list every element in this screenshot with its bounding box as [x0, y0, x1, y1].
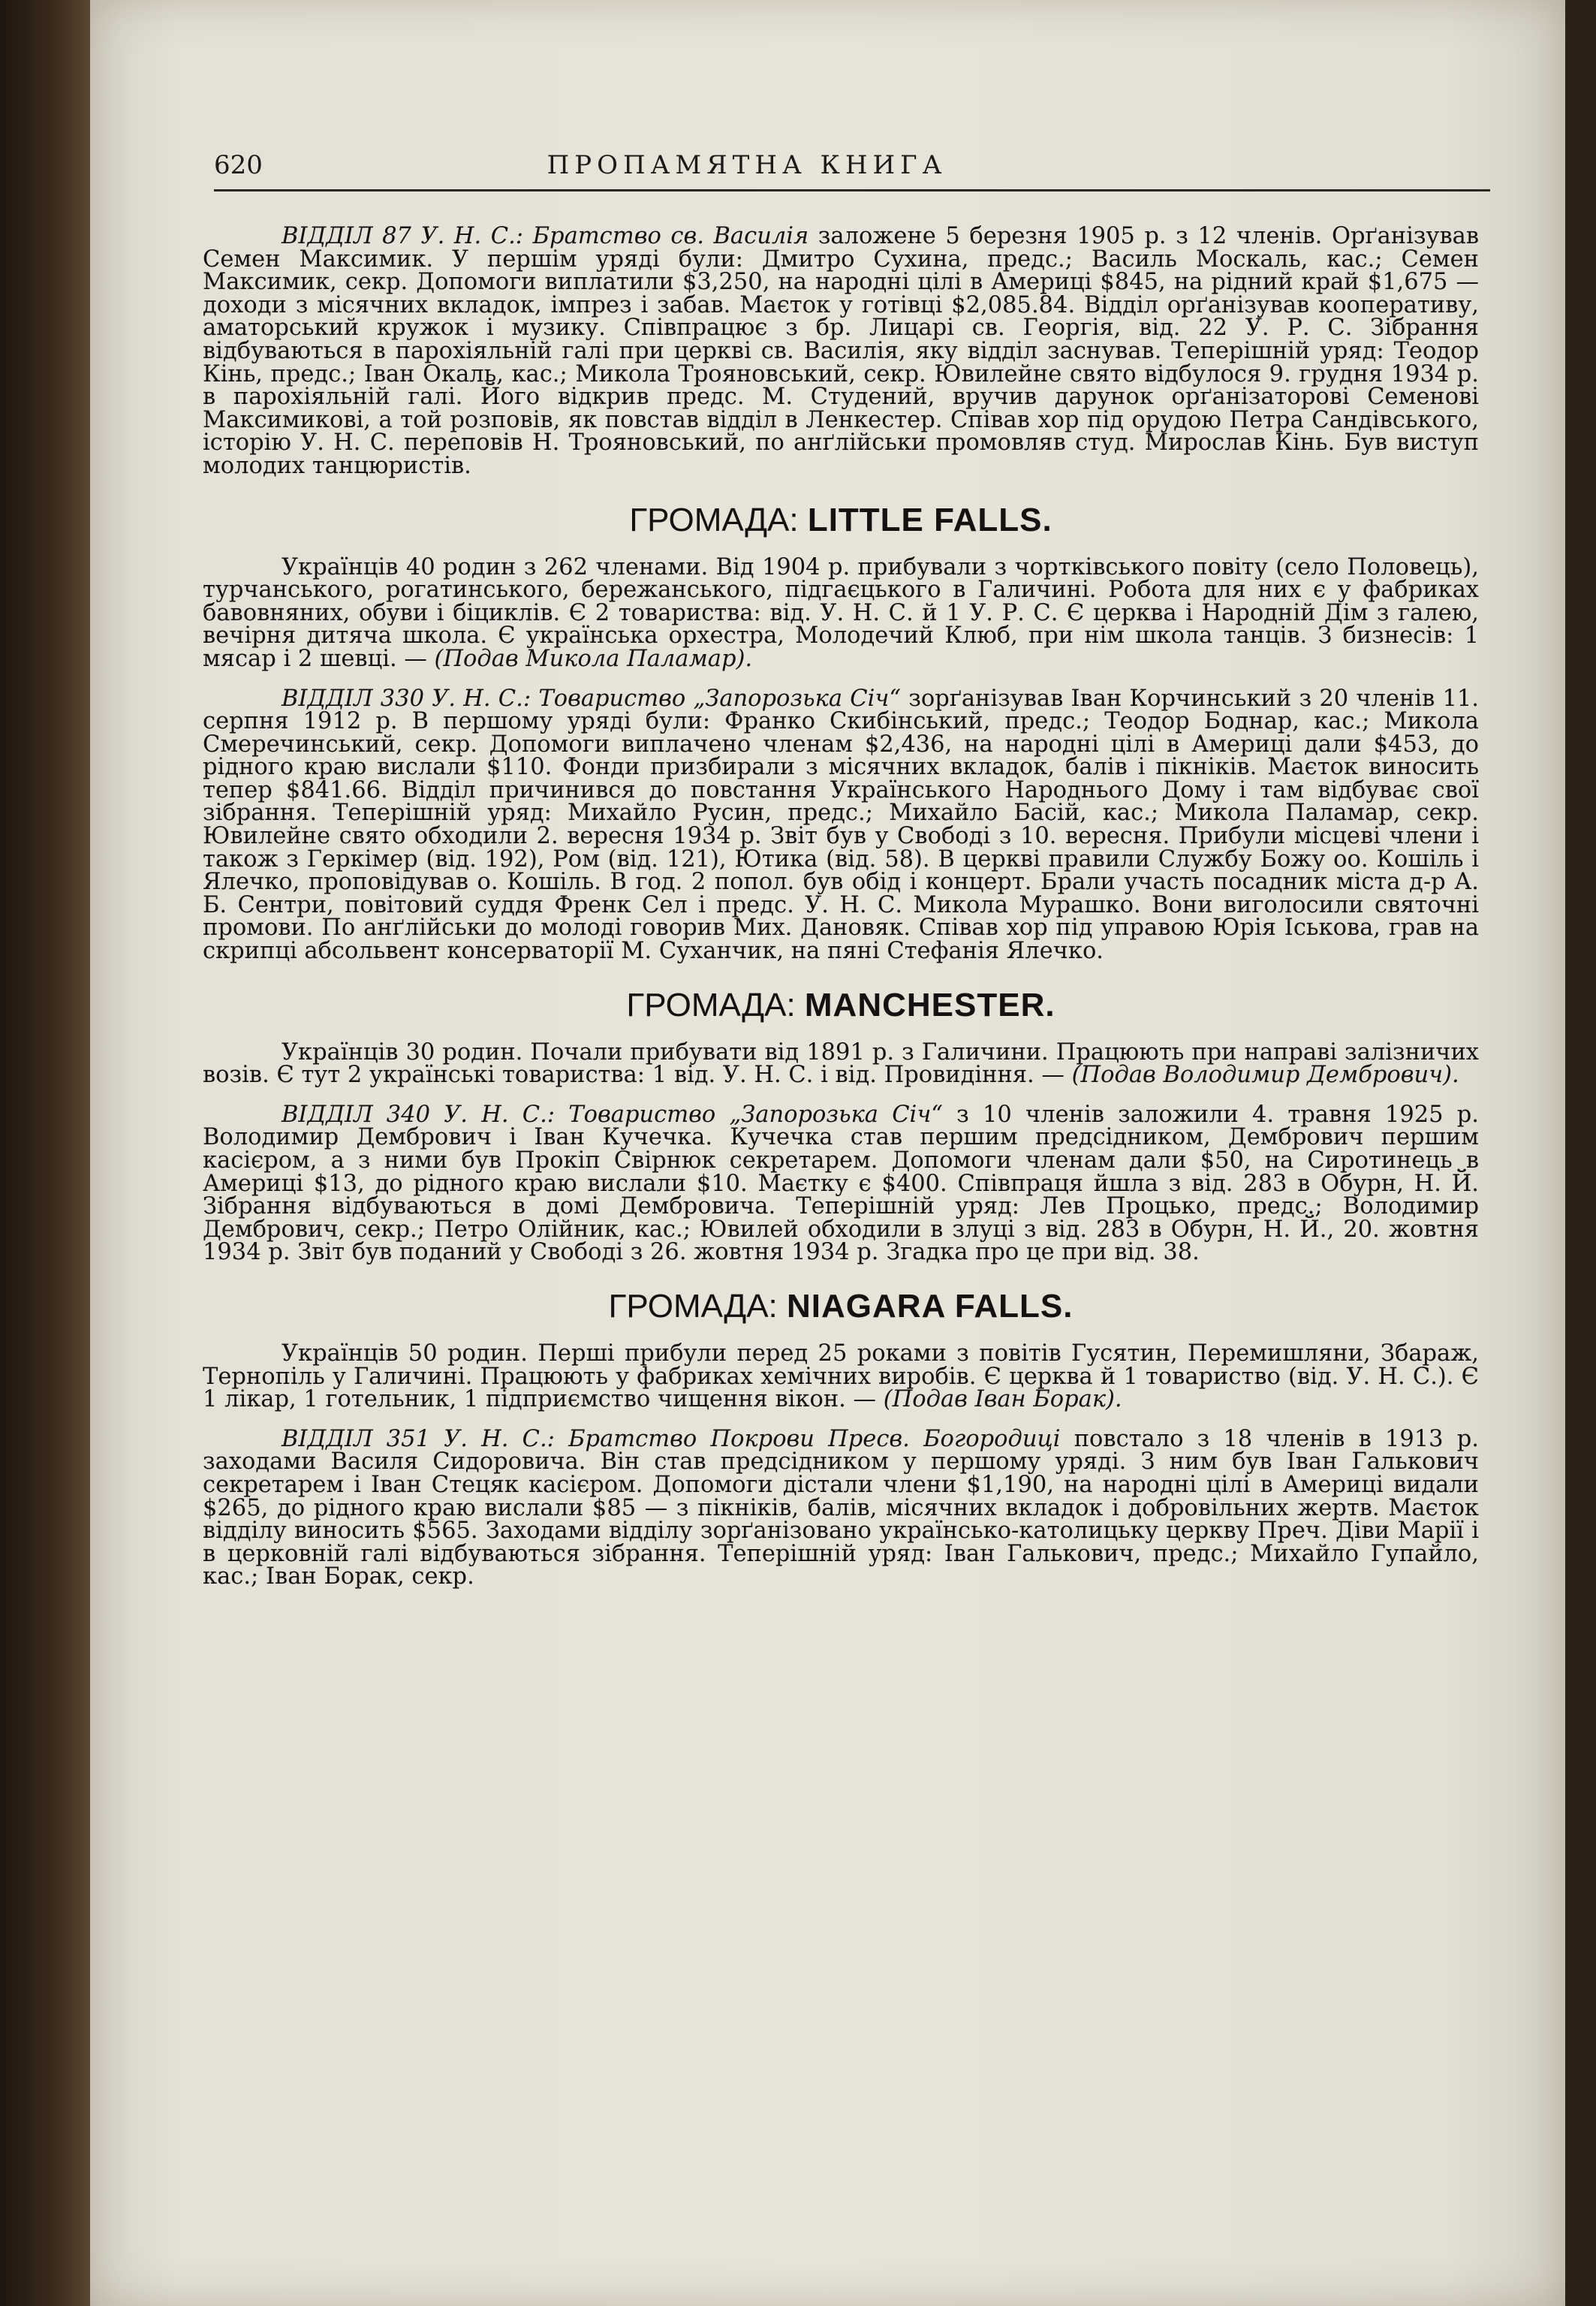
intro-text: Українців 40 родин з 262 членами. Від 1904 р. прибували з чортківського повіту (село Половець), турчанського, рогатинського, бережанського, підгаєцького в Галичині. Робота для них є у фабриках бавовняних, обуви і біциклів. Є 2 товариства: від. У. Н. С. й 1 У. Р. С. Є церква і Народній Дім з галею, вечірня дитяча школа. Є українська орхестра, Молодечий Клюб, при нім школа танців. З бизнесів: 1 мясар і 2 шевці. — — [203, 553, 1479, 672]
branch-330-entry — [203, 685, 1479, 965]
book-spine-shadow — [0, 0, 90, 2306]
running-title: ПРОПАМЯТНА КНИГА — [547, 150, 947, 180]
intro-credit: (Подав Іван Борак). — [883, 1386, 1122, 1413]
branch-87-entry — [203, 225, 1479, 478]
community-intro-manchester — [203, 1038, 1479, 1089]
entry-text: заложене 5 березня 1905 р. з 12 членів. Орґанізував Семен Максимик. У першім уряді були: Дмитро Сухина, предс.; Василь Москаль, кас.; Семен Максимик, секр. Допомоги виплатили $3,250, на народні цілі в Америці $845, на рідний край $1,675 — доходи з місячних вкладок, імпрез і забав. Маєток у готівці $2,085.84. Відділ орґанізував кооперативу, аматорський кружок і музику. Співпрацює з бр. Лицарі св. Георгія, від. 22 У. Р. С. Зібрання відбуваються в парохіяльній галі при церкві св. Василія, яку відділ заснував. Теперішній уряд: Теодор Кінь, предс.; Іван Окаль, кас.; Микола Трояновський, секр. Ювилейне свято відбулося 9. грудня 1934 р. в парохіяльній галі. Його відкрив предс. М. Студений, вручив дарунок орґанізаторові Семенові Максимикові, а той розповів, як повстав відділ в Ленкестер. Співав хор під орудою Петра Сандівського, історію У. Н. С. переповів Н. Трояновський, по анґлійськи промовляв студ. Мирослав Кінь. Був виступ молодих танцюристів. — [203, 223, 1479, 479]
entry-text: повстало з 18 членів в 1913 р. заходами Василя Сидоровича. Він став предсідником у першому уряді. З ним був Іван Галькович секретарем і Іван Стецяк касієром. Допомоги дістали члени $1,190, на народні цілі в Америці видали $265, до рідного краю вислали $85 — з пікніків, балів, місячних вкладок і добровільних жертв. Маєток відділу виносить $565. Заходами відділу зорґанізовано українсько-католицьку церкву Преч. Діви Марії і в церковній галі відбуваються зібрання. Теперішній уряд: Іван Галькович, предс.; Михайло Гупайло, кас.; Іван Борак, секр. — [203, 1425, 1479, 1590]
entry-lead: ВІДДІЛ 351 У. Н. С.: Братство Покрови Пресв. Богородиці — [282, 1425, 1061, 1452]
section-heading-little-falls — [203, 501, 1479, 540]
entry-lead: ВІДДІЛ 340 У. Н. С.: Товариство „Запорозька Січ“ — [282, 1101, 943, 1128]
page-number: 620 — [214, 150, 263, 180]
section-heading-manchester — [203, 986, 1479, 1025]
heading-place: NIAGARA FALLS. — [787, 1287, 1074, 1325]
intro-credit: (Подав Володимир Дембрович). — [1071, 1062, 1459, 1089]
branch-340-entry — [203, 1101, 1479, 1266]
heading-prefix: ГРОМАДА: — [629, 501, 799, 538]
page-header — [214, 147, 1490, 192]
heading-prefix: ГРОМАДА: — [608, 1287, 778, 1325]
community-intro-little-falls — [203, 553, 1479, 672]
entry-lead: ВІДДІЛ 330 У. Н. С.: Товариство „Запорозька Січ“ — [282, 685, 901, 712]
entry-text: з 10 членів заложили 4. травня 1925 р. Володимир Дембрович і Іван Кучечка. Кучечка став першим предсідником, Дембрович першим касієром, а з ними був Прокіп Свірнюк секретарем. Допомоги членам дали $50, на Сиротинець в Америці $13, до рідного краю вислали $10. Маєтку є $400. Співпраця йшла з від. 283 в Обурн, Н. Й. Зібрання відбуваються в домі Дембровича. Теперішній уряд: Лев Процько, предс.; Володимир Дембрович, секр.; Петро Олійник, кас.; Ювилей обходили в злуці з від. 283 в Обурн, Н. Й., 20. жовтня 1934 р. Звіт був поданий у Свободі з 26. жовтня 1934 р. Згадка про це при від. 38. — [203, 1101, 1479, 1266]
entry-lead: ВІДДІЛ 87 У. Н. С.: Братство св. Василія — [282, 223, 809, 249]
section-heading-niagara-falls — [203, 1287, 1479, 1326]
heading-prefix: ГРОМАДА: — [626, 986, 796, 1023]
entry-text: зорґанізував Іван Корчинський з 20 членів 11. серпня 1912 р. В першому уряді були: Франко Скибінський, предс.; Теодор Боднар, кас.; Микола Смеречинський, секр. Допомоги виплачено членам $2,436, на народні цілі в Америці дали $453, до рідного краю вислали $110. Фонди призбирали з місячних вкладок, балів і пікніків. Маєток виносить тепер $841.66. Відділ причинився до повстання Українського Народнього Дому і там відбуває свої зібрання. Теперішній уряд: Михайло Русин, предс.; Михайло Басій, кас.; Микола Паламар, секр. Ювилейне свято обходили 2. вересня 1934 р. Звіт був у Свободі з 10. вересня. Прибули місцеві члени і також з Геркімер (від. 192), Ром (від. 121), Ютика (від. 58). В церкві правили Службу Божу оо. Кошіль і Ялечко, проповідував о. Кошіль. В год. 2 попол. був обід і концерт. Брали участь посадник міста д-р А. Б. Сентри, повітовий суддя Френк Сел і предс. У. Н. С. Микола Мурашко. Вони виголосили святочні промови. По анґлійськи до молоді говорив Мих. Дановяк. Співав хор під управою Юрія Іськова, грав на скрипці абсольвент консерваторії М. Суханчик, на пяні Стефанія Ялечко. — [203, 685, 1479, 965]
intro-text: Українців 50 родин. Перші прибули перед 25 роками з повітів Гусятин, Перемишляни, Збараж, Тернопіль у Галичині. Працюють у фабриках хемічних виробів. Є церква й 1 товариство (від. У. Н. С.). Є 1 лікар, 1 готельник, 1 підприємство чищення вікон. — — [203, 1340, 1479, 1413]
heading-place: LITTLE FALLS. — [807, 501, 1052, 538]
heading-place: MANCHESTER. — [804, 986, 1055, 1023]
intro-credit: (Подав Микола Паламар). — [434, 645, 753, 672]
branch-351-entry — [203, 1425, 1479, 1590]
page-content — [203, 225, 1479, 1589]
community-intro-niagara-falls — [203, 1340, 1479, 1413]
header-rule — [214, 189, 1490, 191]
intro-text: Українців 30 родин. Почали прибувати від 1891 р. з Галичини. Працюють при направі залізничих возів. Є тут 2 українські товариства: 1 від. У. Н. С. і від. Провидіння. — — [203, 1038, 1479, 1089]
